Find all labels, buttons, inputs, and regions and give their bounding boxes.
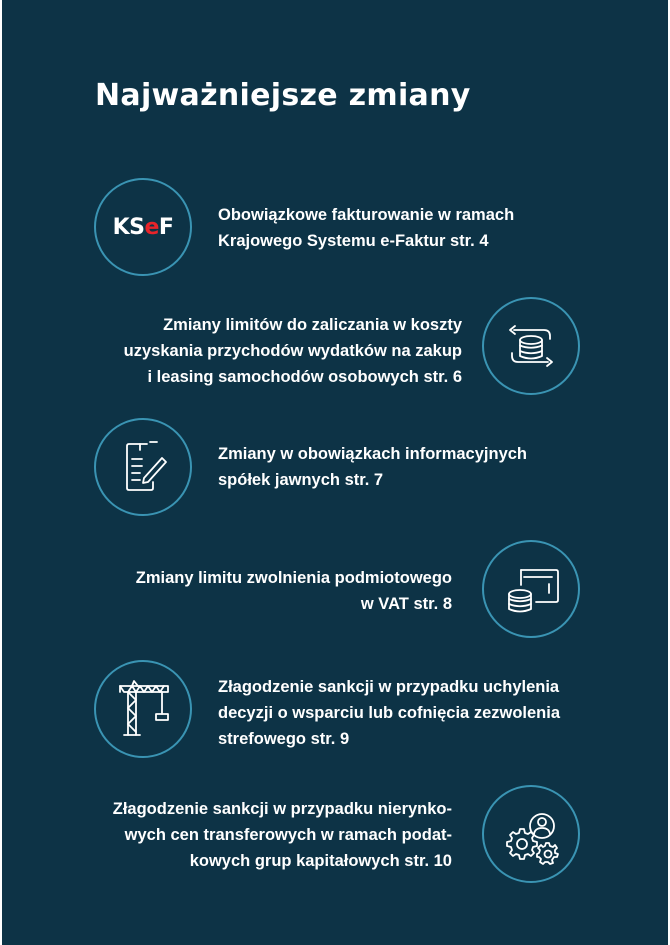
text-line: spółek jawnych	[218, 471, 340, 489]
text-line: Krajowego Systemu e-Faktur	[218, 232, 446, 250]
text-line: kowych grup kapitałowych	[189, 852, 400, 870]
page-ref: str. 7	[344, 471, 384, 489]
page-ref: str. 8	[413, 595, 452, 613]
page-title: Najważniejsze zmiany	[95, 78, 471, 113]
item-vat-text	[136, 565, 452, 617]
page-ref: str. 10	[404, 852, 452, 870]
gears-person-circle	[482, 785, 580, 883]
text-line: wych cen transferowych w ramach podat-	[124, 826, 452, 844]
document-edit-icon	[96, 420, 190, 514]
item-transfer-text	[113, 796, 452, 874]
text-line: decyzji o wsparciu lub cofnięcia zezwolenia	[218, 704, 561, 722]
page-ref: str. 9	[310, 730, 350, 748]
item-ksef-text	[218, 202, 514, 254]
text-line: Zmiany w obowiązkach informacyjnych	[218, 445, 527, 463]
page	[2, 0, 668, 945]
text-line: w VAT	[360, 595, 409, 613]
document-edit-circle	[94, 418, 192, 516]
ksef-logo-circle	[94, 178, 192, 276]
item-info-text	[218, 441, 527, 493]
text-line: Obowiązkowe fakturowanie w ramach	[218, 206, 515, 224]
crane-circle	[94, 660, 192, 758]
page-ref: str. 6	[423, 368, 462, 386]
wallet-coins-icon	[484, 542, 578, 636]
text-line: Zmiany limitu zwolnienia podmiotowego	[135, 569, 452, 587]
text-line: i leasing samochodów osobowych	[147, 368, 419, 386]
cycle-database-icon	[484, 299, 578, 393]
text-line: uzyskania przychodów wydatków na zakup	[123, 342, 462, 360]
item-crane-text	[218, 674, 560, 752]
ksef-logo: KS e F	[112, 214, 174, 240]
text-line: Złagodzenie sankcji w przypadku uchylenia	[218, 678, 560, 696]
item-limits-text	[124, 312, 462, 390]
crane-icon	[96, 662, 190, 756]
text-line: Złagodzenie sankcji w przypadku nierynko-	[112, 800, 452, 818]
page-ref: str. 4	[449, 232, 489, 250]
text-line: strefowego	[218, 730, 307, 748]
cycle-database-circle	[482, 297, 580, 395]
text-line: Zmiany limitów do zaliczania w koszty	[163, 316, 462, 334]
wallet-coins-circle	[482, 540, 580, 638]
gears-person-icon	[484, 787, 578, 881]
